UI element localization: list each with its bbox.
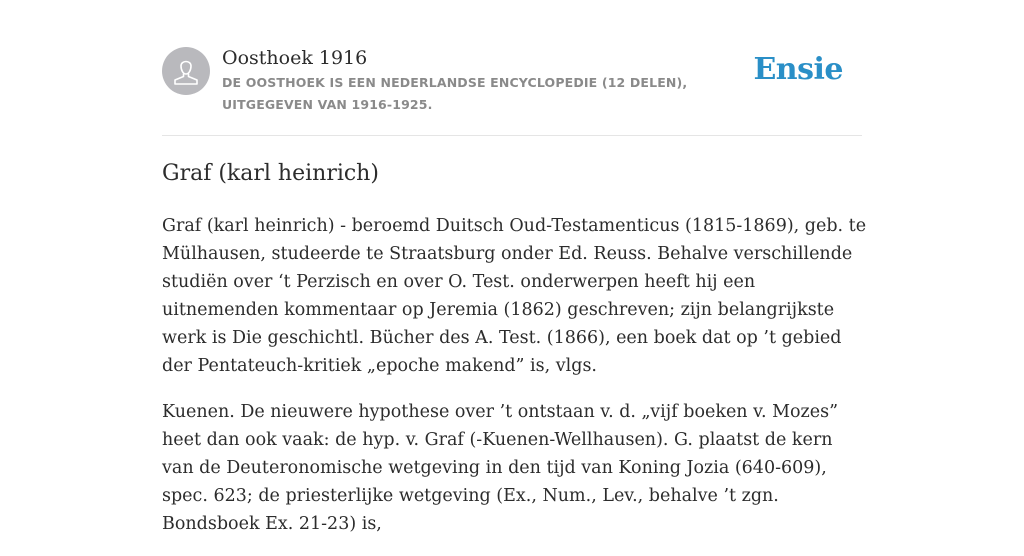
article-paragraph: Graf (karl heinrich) - beroemd Duitsch Oud-Testamenticus (1815-1869), geb. te Mülhausen, studeerde te Straatsburg onder Ed. Reuss. Behalve verschillende studiën over ‘t Perzisch en over O. Test. onderwerpen heeft hij een uitnemenden kommentaar op Jeremia (1862) geschreven; zijn belangrijkste werk is Die geschichtl. Bücher des A. Test. (1866), een boek dat op ’t gebied der Pentateuch-kritiek „epoche makend” is, vlgs. (162, 216, 867, 376)
source-description: DE OOSTHOEK IS EEN NEDERLANDSE ENCYCLOPEDIE (12 DELEN), UITGEGEVEN VAN 1916-1925. (222, 75, 688, 112)
article-body (162, 212, 867, 556)
source-avatar (162, 47, 210, 95)
article-paragraph: Kuenen. De nieuwere hypothese over ’t ontstaan v. d. „vijf boeken v. Mozes” heet dan ook vaak: de hyp. v. Graf (-Kuenen-Wellhausen). G. plaatst de kern van de Deuteronomische wetgeving in den tijd van Koning Jozia (640-609), spec. 623; de priesterlijke wetgeving (Ex., Num., Lev., behalve ’t zgn. Bondsboek Ex. 21-23) is, (162, 402, 839, 534)
ensie-logo[interactable]: Ensie (753, 52, 843, 87)
user-silhouette-icon (162, 47, 210, 95)
source-header (162, 44, 862, 136)
article-title: Graf (karl heinrich) (162, 161, 379, 186)
source-title[interactable]: Oosthoek 1916 (222, 47, 368, 69)
